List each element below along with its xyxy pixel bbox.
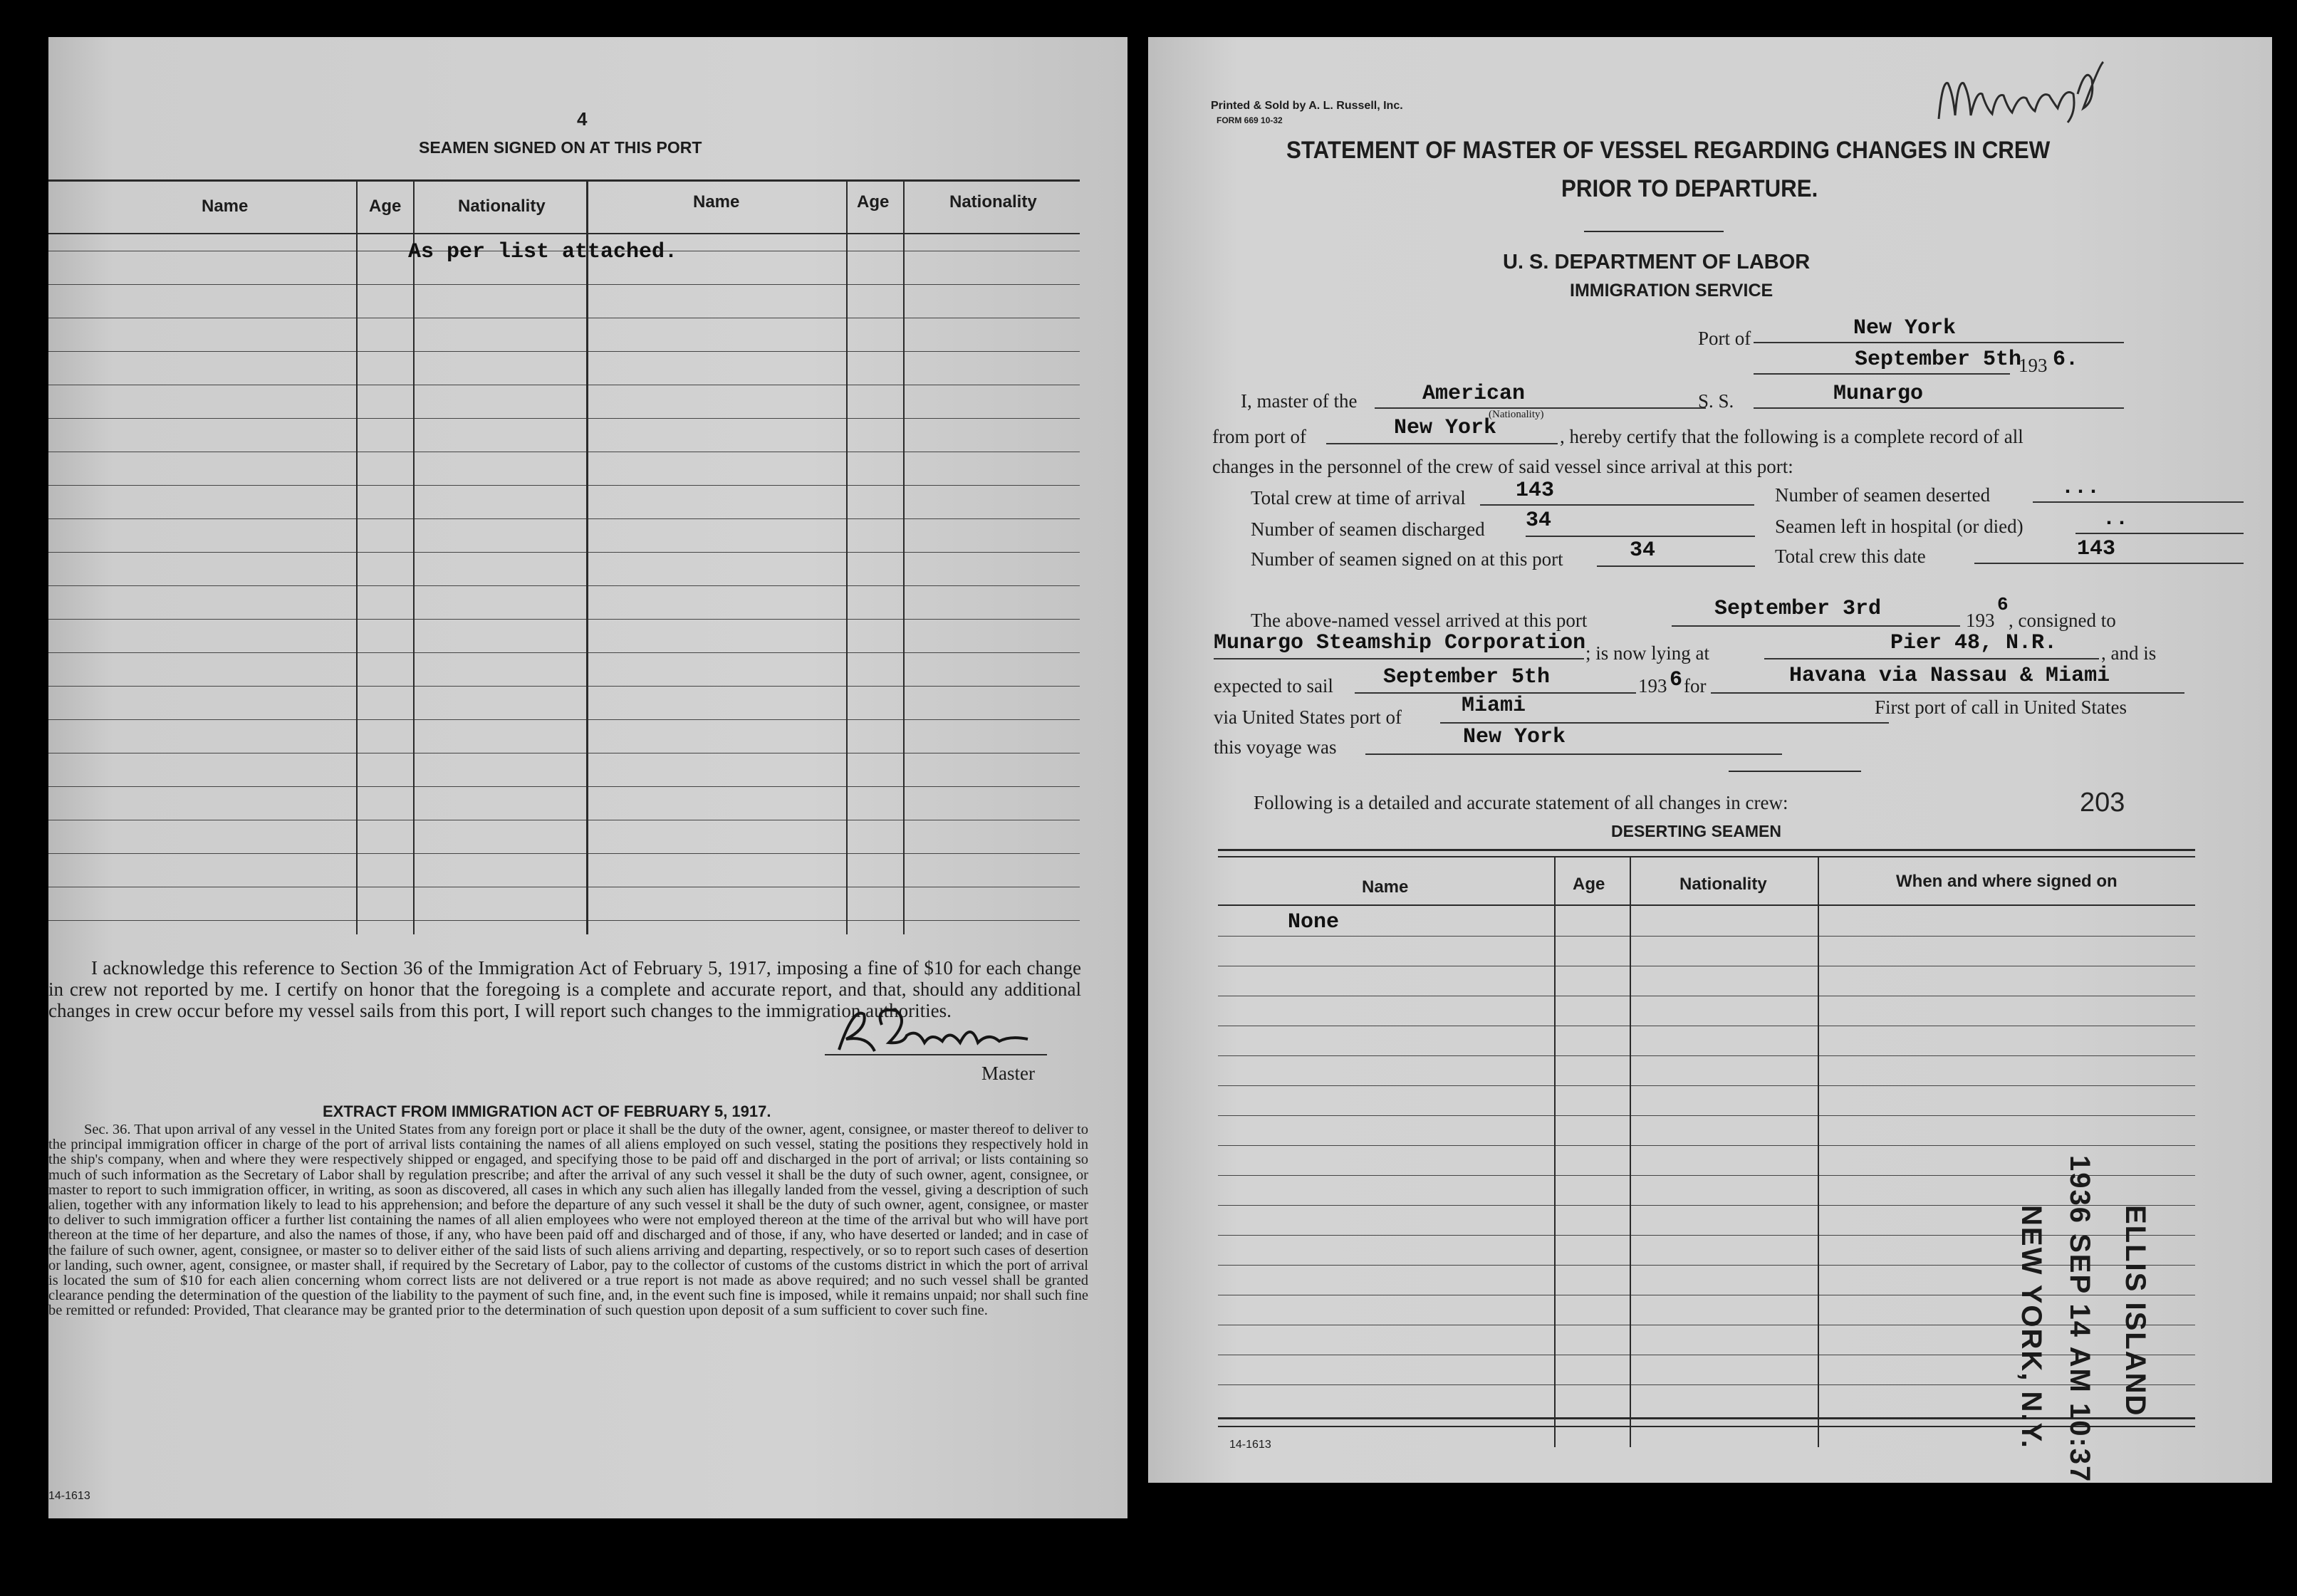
from-port-label: from port of (1212, 426, 1306, 447)
table-row-rule (48, 284, 1080, 285)
printer-line-2: FORM 669 10-32 (1217, 115, 1283, 125)
signed-on-label: Number of seamen signed on at this port (1251, 548, 1563, 570)
arrived-year-suffix: 6 (1997, 594, 2009, 615)
department-title: U. S. DEPARTMENT OF LABOR (1503, 251, 1811, 273)
table-row-rule (48, 418, 1080, 419)
deserting-row-rule (1218, 1265, 2195, 1266)
deserting-row-rule (1218, 1175, 2195, 1176)
ss-label: S. S. (1698, 390, 1734, 412)
and-is-text: , and is (2101, 642, 2157, 664)
table-row-rule (48, 853, 1080, 854)
lying-label: ; is now lying at (1585, 642, 1709, 664)
signed-on-value: 34 (1630, 538, 1656, 563)
deserting-title: DESERTING SEAMEN (1611, 822, 1781, 840)
table-row-rule (48, 485, 1080, 486)
destination-value: Havana via Nassau & Miami (1789, 664, 2110, 688)
deserting-row-rule (1218, 1145, 2195, 1146)
nationality-caption: (Nationality) (1489, 409, 1544, 420)
sail-year-prefix: 193 (1638, 675, 1667, 697)
page-number: 4 (577, 108, 588, 130)
extract-text: Sec. 36. That upon arrival of any vessel in the United States from any foreign port or place it shall be the duty of the owner, agent, consignee, or master thereof to deliver to the principal immigration officer in charge of the port of arrival lists containing the names of all aliens employed on such vessel, stating the positions they respectively hold in the ship's company, when and where they were respectively shipped or engaged, and specifying those to be paid off and discharged in the port of arrival; or lists containing so much of such information as the Secretary of Labor shall by regulation prescribe; and after the arrival of any such vessel it shall be the duty of such owner, agent, consignee, or master to report to such immigration officer, in writing, as soon as discovered, all cases in which any such alien has illegally landed from the vessel, giving a description of such alien, together with any information likely to lead to his apprehension; and before the departure of any such vessel it shall be the duty of such owner, agent, consignee, or master to deliver to such immigration officer a further list containing the names of all alien employees who were not employed thereon at the time of the arrival but who will have port thereon at the time of her departure, and also the names of those, if any, who have been paid off and discharged and of those, if any, who have deserted or landed; and in case of the failure of such owner, agent, consignee, or master so to deliver either of the said lists of such aliens arriving and departing, respectively, or so to report such cases of desertion or landing, such owner, agent, consignee, or master shall, if required by the Secretary of Labor, pay to the collector of customs of the customs district in which the port of arrival is located the sum of $10 for each alien concerning whom correct lists are not delivered or a true report is not made as above required; and no such vessel shall be granted clearance pending the determination of the question of the liability to the payment of such fine, and, in the event such fine is imposed, while it remains unpaid; nor shall such fine be remitted or refunded: Provided, That clearance may be granted prior to the determination of such question upon deposit of a sum sufficient to cover such fine. (48, 1122, 1088, 1319)
arrived-value: September 3rd (1714, 597, 1882, 621)
table-row-rule (48, 619, 1080, 620)
section-title: SEAMEN SIGNED ON AT THIS PORT (419, 138, 702, 157)
port-value: New York (1853, 316, 1957, 340)
extract-title: EXTRACT FROM IMMIGRATION ACT OF FEBRUARY 5, 1917. (323, 1102, 771, 1120)
certify-text-2: changes in the personnel of the crew of said vessel since arrival at this port: (1212, 456, 1793, 477)
col-header-nationality-2: Nationality (949, 192, 1037, 212)
via-value: Miami (1462, 694, 1526, 718)
discharged-value: 34 (1526, 508, 1552, 533)
deserting-col-age: Age (1573, 875, 1605, 894)
deserting-row-rule (1218, 1055, 2195, 1056)
acknowledgement-text: I acknowledge this reference to Section 36 of the Immigration Act of February 5, 1917, imposing a fine of $10 for each change in crew not reported by me. I certify on honor that the foregoing is a complete and accurate report, and that, should any additional changes in crew occur before my vessel sails from this port, I will report such changes to the immigration authorities. (48, 957, 1081, 1021)
sail-value: September 5th (1383, 665, 1551, 689)
arrived-label: The above-named vessel arrived at this port (1251, 610, 1588, 631)
master-label: I, master of the (1241, 390, 1358, 412)
deserted-label: Number of seamen deserted (1775, 484, 1991, 506)
deserting-col-signed-on: When and where signed on (1896, 872, 2118, 891)
col-header-age-1: Age (369, 197, 402, 216)
discharged-label: Number of seamen discharged (1251, 518, 1485, 540)
sail-label: expected to sail (1214, 675, 1333, 697)
table-row-rule (48, 351, 1080, 352)
for-label: for (1684, 675, 1707, 697)
date-value: September 5th (1855, 348, 2022, 372)
form-title-line-2: PRIOR TO DEPARTURE. (1561, 175, 1818, 202)
stamp-line-1: ELLIS ISLAND (2120, 1205, 2151, 1417)
table-row-rule (48, 686, 1080, 687)
deserting-row-rule (1218, 936, 2195, 937)
deserting-row-rule (1218, 1384, 2195, 1385)
deserting-row-rule (1218, 1115, 2195, 1116)
sail-year-suffix: 6 (1670, 668, 1683, 692)
col-header-name-2: Name (693, 192, 740, 212)
deserting-row-rule (1218, 1205, 2195, 1206)
consignee-value: Munargo Steamship Corporation (1214, 631, 1586, 655)
form-title-line-1: STATEMENT OF MASTER OF VESSEL REGARDING CHANGES IN CREW (1286, 137, 2051, 164)
consigned-label: , consigned to (2009, 610, 2116, 631)
service-title: IMMIGRATION SERVICE (1570, 281, 1773, 301)
total-crew-date-label: Total crew this date (1775, 546, 1926, 567)
table-row-rule (48, 552, 1080, 553)
page-reference-number: 203 (2080, 788, 2125, 818)
nationality-value: American (1422, 382, 1526, 406)
first-port-label: First port of call in United States (1875, 697, 2127, 718)
via-label: via United States port of (1214, 706, 1402, 728)
arrived-year-prefix: 193 (1966, 610, 1995, 631)
table-row-rule (48, 786, 1080, 787)
table-row-rule (48, 719, 1080, 720)
port-label: Port of (1698, 328, 1751, 349)
from-port-value: New York (1394, 416, 1497, 440)
hospital-label: Seamen left in hospital (or died) (1775, 516, 2023, 537)
stamp-line-2: 1936 SEP 14 AM 10:37 (2064, 1155, 2095, 1483)
voyage-label: this voyage was (1214, 736, 1337, 758)
following-text: Following is a detailed and accurate statement of all changes in crew: (1254, 792, 1788, 813)
signature-title: Master (981, 1063, 1035, 1084)
table-row-rule (48, 585, 1080, 586)
table-row-rule (48, 652, 1080, 653)
voyage-value: New York (1463, 725, 1566, 749)
col-header-age-2: Age (857, 192, 890, 212)
table-row-rule (48, 518, 1080, 519)
printer-line-1: Printed & Sold by A. L. Russell, Inc. (1211, 100, 1403, 112)
stamp-line-3: NEW YORK, N.Y. (2016, 1205, 2047, 1449)
left-form-code: 14-1613 (48, 1490, 90, 1502)
left-page (48, 37, 1127, 1518)
deserting-col-name: Name (1362, 877, 1409, 897)
deserted-value: ... (2061, 476, 2100, 500)
date-year-prefix: 193 (2019, 355, 2048, 376)
lying-value: Pier 48, N.R. (1890, 631, 2058, 655)
ship-value: Munargo (1833, 382, 1924, 406)
total-crew-arrival-value: 143 (1516, 479, 1555, 503)
table-row-rule (48, 920, 1080, 921)
deserting-entry: None (1288, 910, 1340, 934)
right-form-code: 14-1613 (1229, 1439, 1271, 1451)
hospital-value: .. (2103, 507, 2129, 531)
date-year-suffix: 6. (2053, 348, 2079, 372)
certify-text: , hereby certify that the following is a complete record of all (1560, 426, 2023, 447)
deserting-row-rule (1218, 1085, 2195, 1086)
total-crew-date-value: 143 (2077, 537, 2116, 561)
table-note: As per list attached. (408, 240, 678, 264)
total-crew-arrival-label: Total crew at time of arrival (1251, 487, 1466, 508)
col-header-nationality-1: Nationality (458, 197, 546, 216)
right-page (1148, 37, 2272, 1483)
deserting-row-rule (1218, 1235, 2195, 1236)
deserting-col-nationality: Nationality (1679, 875, 1767, 894)
col-header-name-1: Name (202, 197, 249, 216)
